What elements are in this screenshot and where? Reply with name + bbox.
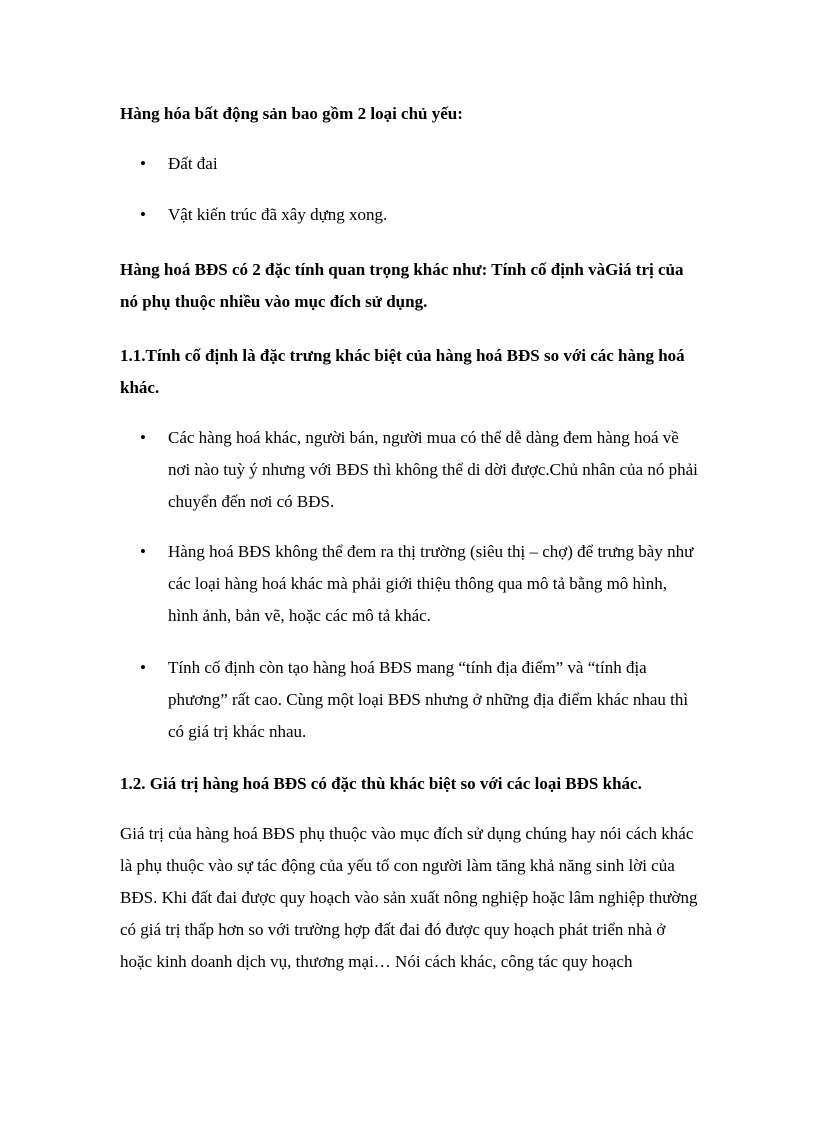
list-item-text: Vật kiến trúc đã xây dựng xong. bbox=[168, 205, 388, 224]
section-1-1-heading: 1.1.Tính cố định là đặc trưng khác biệt của hàng hoá BĐS so với các hàng hoá khác. bbox=[120, 346, 685, 397]
bullet-icon: • bbox=[140, 542, 146, 561]
characteristics-heading: Hàng hoá BĐS có 2 đặc tính quan trọng khác như: Tính cố định vàGiá trị của nó phụ thuộc nhiều vào mục đích sử dụng. bbox=[120, 260, 684, 311]
bullet-icon: • bbox=[140, 428, 146, 447]
bullet-icon: • bbox=[140, 658, 146, 677]
list-item-text: Tính cố định còn tạo hàng hoá BĐS mang “tính địa điểm” và “tính địa phương” rất cao. Cùng một loại BĐS nhưng ở những địa điểm khác nhau thì có giá trị khác nhau. bbox=[168, 658, 689, 741]
intro-heading: Hàng hóa bất động sản bao gồm 2 loại chủ yếu: bbox=[120, 104, 463, 123]
bullet-icon: • bbox=[140, 205, 146, 224]
section-1-2-paragraph: Giá trị của hàng hoá BĐS phụ thuộc vào mục đích sử dụng chúng hay nói cách khác là phụ thuộc vào sự tác động của yếu tố con người làm tăng khả năng sinh lời của BĐS. Khi đất đai được quy hoạch vào sản xuất nông nghiệp hoặc lâm nghiệp thường có giá trị thấp hơn so với trường hợp đất đai đó được quy hoạch phát triển nhà ở hoặc kinh doanh dịch vụ, thương mại… Nói cách khác, công tác quy hoạch bbox=[120, 824, 698, 971]
list-item-text: Hàng hoá BĐS không thể đem ra thị trường (siêu thị – chợ) để trưng bày như các loại hàng hoá khác mà phải giới thiệu thông qua mô tả bằng mô hình, hình ảnh, bản vẽ, hoặc các mô tả khác. bbox=[168, 542, 694, 625]
section-1-2-heading: 1.2. Giá trị hàng hoá BĐS có đặc thù khác biệt so với các loại BĐS khác. bbox=[120, 774, 642, 793]
list-item-text: Các hàng hoá khác, người bán, người mua có thể dễ dàng đem hàng hoá về nơi nào tuỳ ý nhưng với BĐS thì không thể di dời được.Chủ nhân của nó phải chuyển đến nơi có BĐS. bbox=[168, 428, 698, 511]
list-item-text: Đất đai bbox=[168, 154, 218, 173]
bullet-icon: • bbox=[140, 154, 146, 173]
